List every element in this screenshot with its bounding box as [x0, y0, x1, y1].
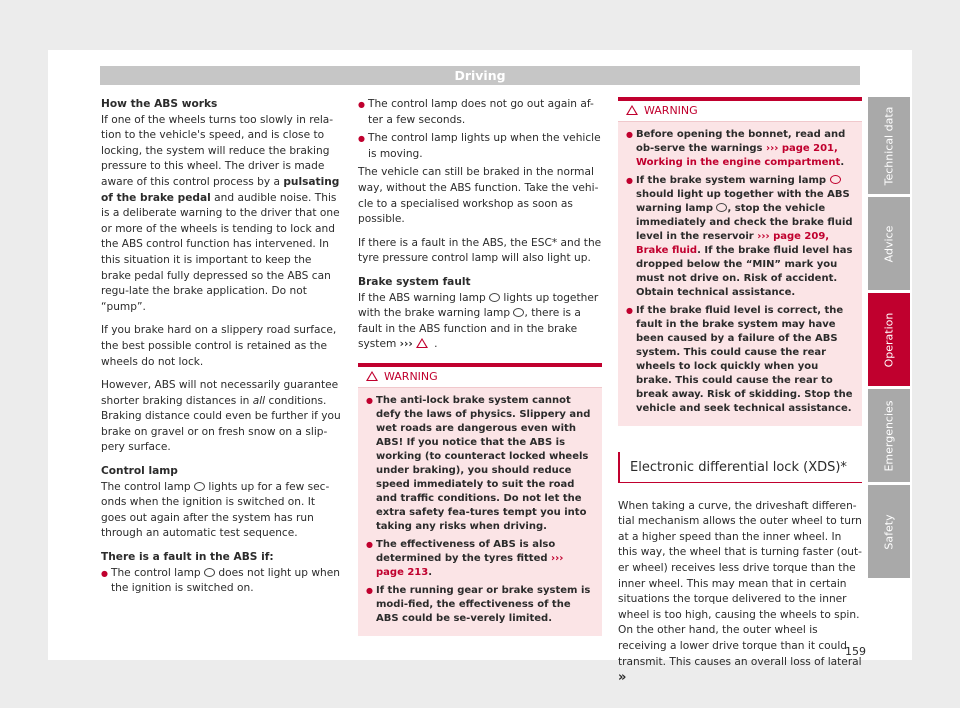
abs-warning-lamp-icon — [716, 203, 727, 212]
warning-box-abs — [358, 363, 602, 636]
paragraph-control-lamp: The control lamp lights up for a few sec-onds when the ignition is switched on. It goes out again after the system has run through an automatic test sequence. — [101, 480, 330, 540]
chapter-header: Driving — [100, 66, 860, 85]
brake-warning-lamp-icon — [513, 308, 524, 317]
page-number: 159 — [845, 645, 866, 658]
tab-operation[interactable]: Operation — [868, 293, 910, 386]
warning-item: ● The effectiveness of ABS is also determined by the tyres fitted ››› page 213. — [366, 538, 594, 580]
warning-header: WARNING — [618, 101, 862, 122]
heading-control-lamp: Control lamp — [101, 465, 178, 478]
column-2 — [358, 97, 602, 636]
warning-item: ● If the running gear or brake system is modi-fied, the effectiveness of the ABS could be se-verely limited. — [366, 584, 594, 626]
section-title-xds: Electronic differential lock (XDS)* — [618, 452, 862, 483]
warning-header: WARNING — [358, 367, 602, 388]
warning-item: ● Before opening the bonnet, read and ob-serve the warnings ››› page 201, Working in the engine compartment. — [626, 128, 854, 170]
tab-safety[interactable]: Safety — [868, 485, 910, 578]
warning-triangle-icon — [416, 338, 428, 348]
warning-item: ● If the brake fluid level is correct, the fault in the brake system may have been caused by a failure of the ABS system. This could cause the rear wheels to lock quickly when you brake. This could cause the rear to break away. Risk of skidding. Stop the vehicle and seek technical assistance. — [626, 304, 854, 416]
chapter-sidebar — [868, 97, 910, 581]
bullet-lamp-moving: ● The control lamp lights up when the vehicle is moving. — [358, 131, 602, 162]
column-3 — [618, 97, 862, 695]
paragraph-still-braked: The vehicle can still be braked in the normal way, without the ABS function. Take the vehi-cle to a specialised workshop as soon as possible. — [358, 166, 599, 226]
abs-lamp-icon — [194, 482, 205, 491]
tab-emergencies[interactable]: Emergencies — [868, 389, 910, 482]
tab-technical-data[interactable]: Technical data — [868, 97, 910, 194]
bullet-lamp-not-out: ● The control lamp does not go out again af-ter a few seconds. — [358, 97, 602, 128]
paragraph-brake-fault: If the ABS warning lamp lights up together with the brake warning lamp , there is a fault in the ABS function and in the brake system ››› . — [358, 291, 599, 351]
tab-advice[interactable]: Advice — [868, 197, 910, 290]
warning-triangle-icon — [626, 105, 638, 115]
paragraph-esc: If there is a fault in the ABS, the ESC* and the tyre pressure control lamp will also light up. — [358, 236, 602, 265]
warning-item: ● If the brake system warning lamp should light up together with the ABS warning lamp , stop the vehicle immediately and check the brake fluid level in the reservoir ››› page 209, Brake fluid. If the brake fluid level has dropped below the “MIN” mark you must not drive on. Risk of accident. Obtain technical assistance. — [626, 174, 854, 300]
warning-triangle-icon — [366, 371, 378, 381]
column-1 — [101, 97, 341, 600]
paragraph-abs-intro: If one of the wheels turns too slowly in rela-tion to the vehicle's speed, and is close to locking, the system will reduce the braking pressure to this wheel. The driver is made aware of this control process by a pulsating of the brake pedal and audible noise. This is a deliberate warning to the driver that one or more of the wheels is tending to lock and the ABS control function has intervened. In this situation it is important to keep the brake pedal fully depressed so the ABS can regu-late the brake application. Do not “pump”. — [101, 113, 340, 313]
continue-arrow-icon: » — [618, 670, 627, 686]
abs-lamp-icon — [204, 568, 215, 577]
paragraph-distance: However, ABS will not necessarily guarantee shorter braking distances in all conditions. Braking distance could even be further if you brake on gravel or on fresh snow on a slip-pery surface. — [101, 379, 341, 454]
heading-how-abs-works: How the ABS works — [101, 98, 218, 110]
cross-ref-arrow[interactable]: ››› — [399, 338, 413, 351]
paragraph-slippery: If you brake hard on a slippery road surface, the best possible control is retained as the wheels do not lock. — [101, 324, 337, 368]
heading-abs-fault: There is a fault in the ABS if: — [101, 551, 274, 564]
page-link[interactable]: ››› page 209, Brake fluid — [636, 231, 830, 256]
warning-item: ● The anti-lock brake system cannot defy the laws of physics. Slippery and wet roads are dangerous even with ABS! If you notice that the ABS is working (to counteract locked wheels under braking), you should reduce speed immediately to suit the road and traffic conditions. Do not let the extra safety fea-tures tempt you into taking any risks when driving. — [366, 394, 594, 534]
heading-brake-fault: Brake system fault — [358, 275, 471, 288]
brake-warning-lamp-icon — [830, 175, 841, 184]
abs-warning-lamp-icon — [489, 293, 500, 302]
paragraph-xds: When taking a curve, the driveshaft differen-tial mechanism allows the outer wheel to turn at a higher speed than the inner wheel. In this way, the wheel that is turning faster (out-er wheel) receives less drive torque than the inner wheel. This may mean that in certain situations the torque delivered to the inner wheel is too high, causing the wheels to spin. On the other hand, the outer wheel is receiving a lower drive torque than it could transmit. This causes an overall loss of lateral » — [618, 499, 862, 686]
page-link[interactable]: ››› page 201, Working in the engine compartment — [636, 143, 841, 168]
warning-box-brake — [618, 97, 862, 426]
bullet-lamp-no-light: ● The control lamp does not light up when the ignition is switched on. — [101, 566, 341, 597]
page-link[interactable]: ››› page 213 — [376, 552, 564, 578]
